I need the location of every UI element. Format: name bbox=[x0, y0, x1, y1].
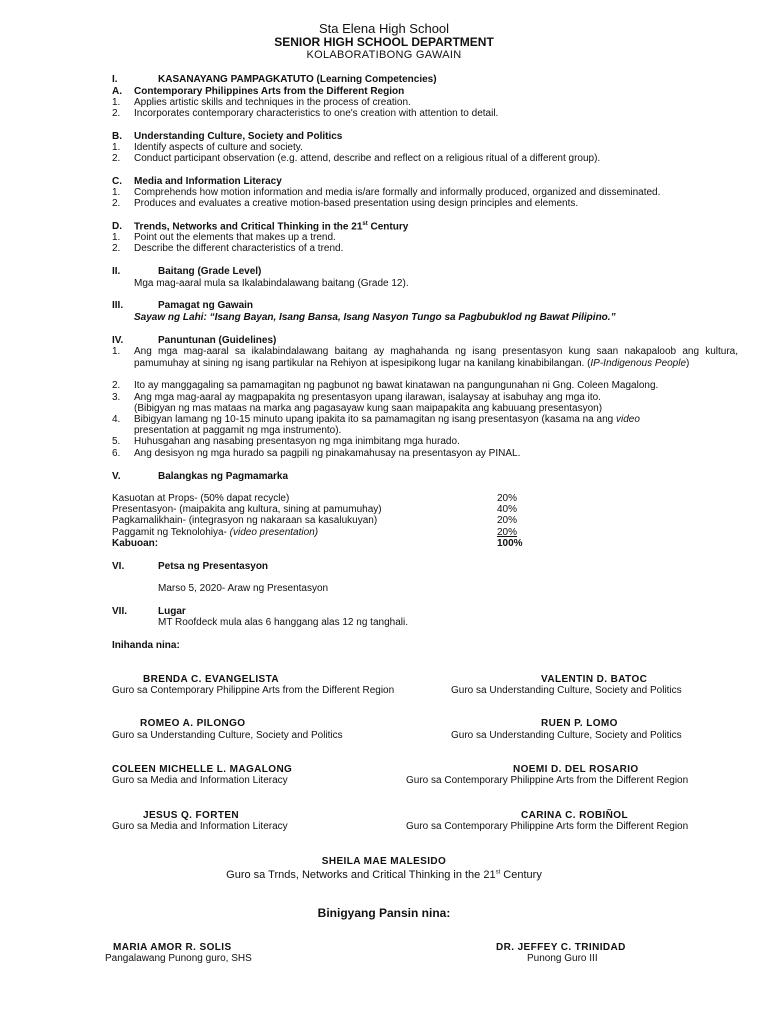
signatory-name: VALENTIN D. BATOC bbox=[541, 674, 648, 685]
section-1-title: KASANAYANG PAMPAGKATUTO (Learning Competencies) bbox=[158, 74, 437, 85]
list-number: 1. bbox=[112, 232, 121, 243]
signatory-name: ROMEO A. PILONGO bbox=[140, 718, 246, 729]
guideline-2: Ito ay manggagaling sa pamamagitan ng pagbunot ng bawat kinatawan na pangungunahan ni Gng. Coleen Magalong. bbox=[134, 380, 659, 391]
criterion-label: Pagkamalikhain- (integrasyon ng nakaraan sa kasalukuyan) bbox=[112, 515, 378, 526]
signatory-name: CARINA C. ROBIÑOL bbox=[521, 810, 628, 821]
activity-title: KOLABORATIBONG GAWAIN bbox=[306, 49, 462, 61]
signatory-name: JESUS Q. FORTEN bbox=[143, 810, 240, 821]
guideline-4-line-2: presentation at paggamit ng mga instrumento). bbox=[134, 425, 342, 436]
list-number: 5. bbox=[112, 436, 121, 447]
section-3-title: Pamagat ng Gawain bbox=[158, 300, 254, 311]
group-d-item-2: Describe the different characteristics of a trend. bbox=[134, 243, 344, 254]
group-a-title: Contemporary Philippines Arts from the Different Region bbox=[134, 86, 405, 97]
list-number: 3. bbox=[112, 392, 121, 403]
signatory-name: COLEEN MICHELLE L. MAGALONG bbox=[112, 764, 293, 775]
section-1-number: I. bbox=[112, 74, 118, 85]
group-a-item-2: Incorporates contemporary characteristics to one's creation with attention to detail. bbox=[134, 108, 499, 119]
group-d-title: Trends, Networks and Critical Thinking in the 21st Century bbox=[134, 221, 409, 233]
group-c-title: Media and Information Literacy bbox=[134, 176, 282, 187]
list-number: 6. bbox=[112, 448, 121, 459]
signatory-name: RUEN P. LOMO bbox=[541, 718, 618, 729]
section-4-title: Panuntunan (Guidelines) bbox=[158, 335, 277, 346]
criterion-value: 20% bbox=[497, 493, 518, 504]
guideline-1: Ang mga mag-aaral sa ikalabindalawang baitang ay maghahanda ng isang presentasyon kung saan nakapaloob ang kultura, pamumuhay at sining ng isang partikular na Rehiyon at ispesipikong lugar na kanilang kinabibilangan. (IP-Indigenous People) bbox=[134, 346, 738, 369]
section-7-number: VII. bbox=[112, 606, 128, 617]
signatory-role: Guro sa Contemporary Philippine Arts from the Different Region bbox=[112, 685, 395, 696]
guideline-4: Bibigyan lamang ng 10-15 minuto upang ipakita ito sa pamamagitan ng isang presentasyon (kasama na ang video bbox=[134, 414, 640, 425]
criterion-label: Paggamit ng Teknolohiya- (video presentation) bbox=[112, 527, 319, 538]
school-name: Sta Elena High School bbox=[318, 21, 450, 36]
approver-name: MARIA AMOR R. SOLIS bbox=[113, 942, 232, 953]
prepared-by-label: Inihanda nina: bbox=[112, 640, 180, 651]
section-2-title: Baitang (Grade Level) bbox=[158, 266, 262, 277]
list-number: 1. bbox=[112, 187, 121, 198]
section-5-number: V. bbox=[112, 471, 121, 482]
section-2-text: Mga mag-aaral mula sa Ikalabindalawang baitang (Grade 12). bbox=[134, 278, 409, 289]
signatory-role: Guro sa Contemporary Philippine Arts form the Different Region bbox=[406, 821, 689, 832]
signatory-role: Guro sa Media and Information Literacy bbox=[112, 775, 288, 786]
section-7-title: Lugar bbox=[158, 606, 186, 617]
total-value: 100% bbox=[497, 538, 523, 549]
group-d-item-1: Point out the elements that makes up a trend. bbox=[134, 232, 336, 243]
guideline-6: Ang desisyon ng mga hurado sa pagpili ng pinakamahusay na presentasyon ay PINAL. bbox=[134, 448, 521, 459]
section-5-title: Balangkas ng Pagmamarka bbox=[158, 471, 289, 482]
group-a-letter: A. bbox=[112, 86, 122, 97]
total-label: Kabuoan: bbox=[112, 538, 159, 549]
list-number: 4. bbox=[112, 414, 121, 425]
list-number: 2. bbox=[112, 380, 121, 391]
center-signatory-role: Guro sa Trnds, Networks and Critical Thinking in the 21st Century bbox=[226, 869, 542, 881]
criterion-label: Presentasyon- (maipakita ang kultura, sining at pamumuhay) bbox=[112, 504, 382, 515]
signatory-role: Guro sa Understanding Culture, Society and Politics bbox=[451, 730, 682, 741]
criterion-label: Kasuotan at Props- (50% dapat recycle) bbox=[112, 493, 290, 504]
group-b-item-1: Identify aspects of culture and society. bbox=[134, 142, 303, 153]
noted-by-label: Binigyang Pansin nina: bbox=[317, 906, 451, 920]
guideline-3-note: (Bibigyan ng mas mataas na marka ang pagasayaw kung saan maipapakita ang kabuuang presentasyon) bbox=[134, 403, 603, 414]
approver-role: Punong Guro III bbox=[527, 953, 598, 964]
group-c-item-1: Comprehends how motion information and media is/are formally and informally produced, organized and disseminated. bbox=[134, 187, 661, 198]
group-b-item-2: Conduct participant observation (e.g. attend, describe and reflect on a religious ritual of a different group). bbox=[134, 153, 601, 164]
list-number: 1. bbox=[112, 97, 121, 108]
signatory-role: Guro sa Understanding Culture, Society and Politics bbox=[112, 730, 343, 741]
approver-role: Pangalawang Punong guro, SHS bbox=[105, 953, 252, 964]
signatory-role: Guro sa Understanding Culture, Society and Politics bbox=[451, 685, 682, 696]
list-number: 1. bbox=[112, 142, 121, 153]
approver-name: DR. JEFFEY C. TRINIDAD bbox=[496, 942, 626, 953]
section-6-text: Marso 5, 2020- Araw ng Presentasyon bbox=[158, 583, 329, 594]
group-d-letter: D. bbox=[112, 221, 122, 232]
section-6-number: VI. bbox=[112, 561, 125, 572]
group-b-title: Understanding Culture, Society and Politics bbox=[134, 131, 343, 142]
list-number: 2. bbox=[112, 108, 121, 119]
department-title: SENIOR HIGH SCHOOL DEPARTMENT bbox=[274, 35, 494, 49]
criterion-value: 20% bbox=[497, 527, 518, 538]
list-number: 2. bbox=[112, 153, 121, 164]
section-6-title: Petsa ng Presentasyon bbox=[158, 561, 269, 572]
group-c-item-2: Produces and evaluates a creative motion-based presentation using design principles and elements. bbox=[134, 198, 579, 209]
signatory-role: Guro sa Media and Information Literacy bbox=[112, 821, 288, 832]
signatory-role: Guro sa Contemporary Philippine Arts from the Different Region bbox=[406, 775, 689, 786]
section-3-number: III. bbox=[112, 300, 124, 311]
group-c-letter: C. bbox=[112, 176, 122, 187]
criterion-value: 20% bbox=[497, 515, 518, 526]
signatory-name: NOEMI D. DEL ROSARIO bbox=[513, 764, 639, 775]
center-signatory-name: SHEILA MAE MALESIDO bbox=[321, 856, 447, 867]
group-a-item-1: Applies artistic skills and techniques in the process of creation. bbox=[134, 97, 411, 108]
list-number: 2. bbox=[112, 198, 121, 209]
section-3-text: Sayaw ng Lahi: “Isang Bayan, Isang Bansa, Isang Nasyon Tungo sa Pagbubuklod ng Bawat Pilipino.” bbox=[134, 312, 616, 323]
section-2-number: II. bbox=[112, 266, 121, 277]
criterion-value: 40% bbox=[497, 504, 518, 515]
signatory-name: BRENDA C. EVANGELISTA bbox=[143, 674, 279, 685]
section-7-text: MT Roofdeck mula alas 6 hanggang alas 12 ng tanghali. bbox=[158, 617, 408, 628]
section-4-number: IV. bbox=[112, 335, 124, 346]
guideline-5: Huhusgahan ang nasabing presentasyon ng mga inimbitang mga hurado. bbox=[134, 436, 460, 447]
list-number: 2. bbox=[112, 243, 121, 254]
guideline-3: Ang mga mag-aaral ay magpapakita ng presentasyon upang ilarawan, isalaysay at isabuhay ang mga ito. bbox=[134, 392, 601, 403]
list-number: 1. bbox=[112, 346, 121, 357]
group-b-letter: B. bbox=[112, 131, 122, 142]
